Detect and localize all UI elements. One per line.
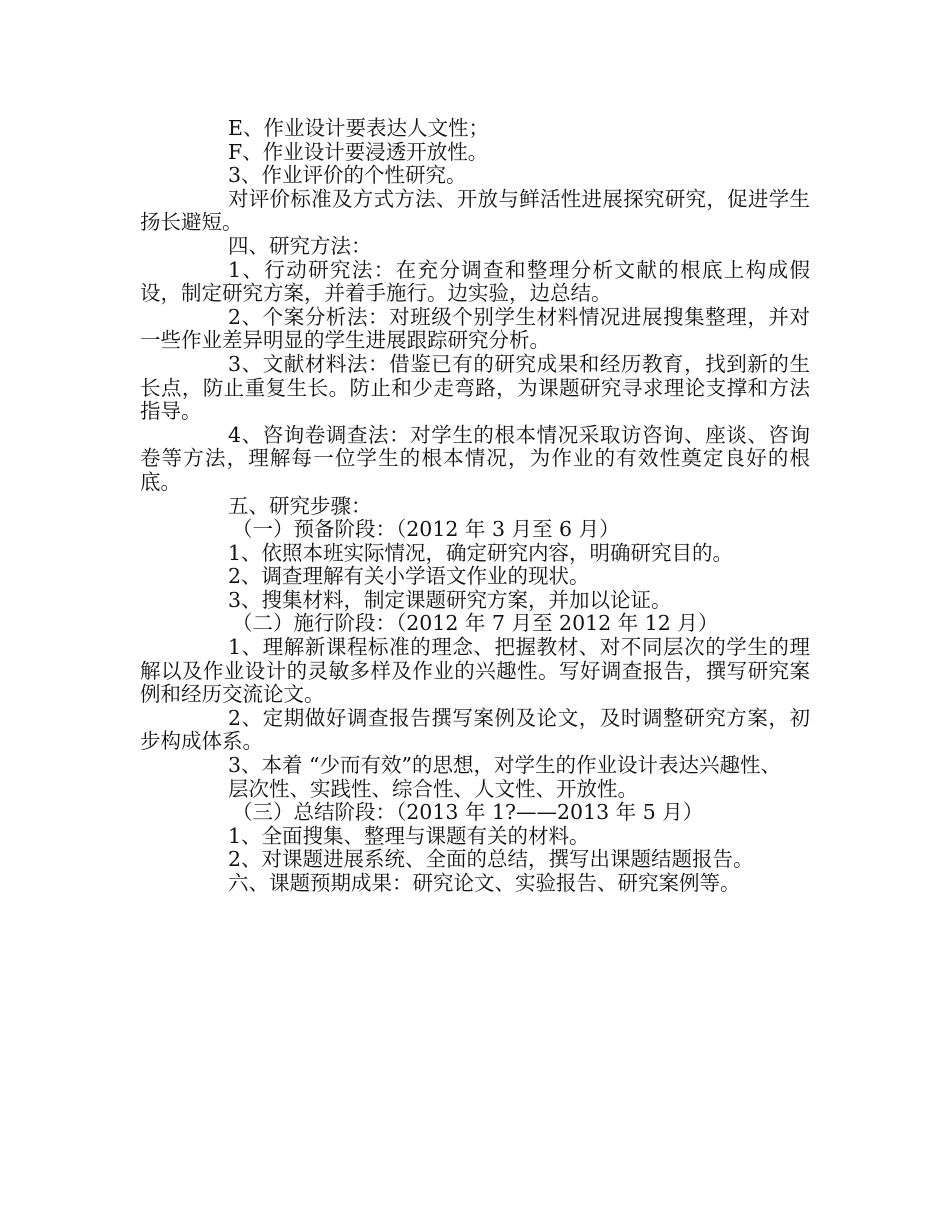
section-heading-steps: 五、研究步骤： bbox=[228, 493, 372, 518]
paragraph-impl-3-continued: 层次性、实践性、综合性、人文性、开放性。 bbox=[228, 776, 638, 801]
paragraph-impl-3: 3、本着 “少而有效”的思想，对学生的作业设计表达兴趣性、 bbox=[228, 753, 782, 778]
paragraph-questionnaire-method: 4、咨询卷调查法：对学生的根本情况采取访咨询、座谈、咨询卷等方法，理解每一位学生的根本情况，为作业的有效性奠定良好的根底。 bbox=[140, 422, 810, 494]
paragraph-prep-3: 3、搜集材料，制定课题研究方案，并加以论证。 bbox=[228, 587, 672, 612]
paragraph-summary-2: 2、对课题进展系统、全面的总结，撰写出课题结题报告。 bbox=[228, 847, 754, 872]
paragraph-f-openness: F、作业设计要浸透开放性。 bbox=[228, 139, 489, 164]
section-heading-expected-results: 六、课题预期成果：研究论文、实验报告、研究案例等。 bbox=[228, 871, 741, 895]
document-body bbox=[140, 117, 810, 896]
paragraph-prep-1: 1、依照本班实际情况，确定研究内容，明确研究目的。 bbox=[228, 540, 734, 565]
paragraph-evaluation-research: 3、作业评价的个性研究。 bbox=[228, 163, 467, 188]
section-heading-methods: 四、研究方法： bbox=[228, 233, 372, 258]
stage-heading-summary: （三）总结阶段：（2013 年 1?——2013 年 5 月） bbox=[232, 800, 704, 825]
paragraph-literature-method: 3、文献材料法：借鉴已有的研究成果和经历教育，找到新的生长点，防止重复生长。防止和少走弯路，为课题研究寻求理论支撑和方法指导。 bbox=[140, 351, 810, 424]
paragraph-impl-1: 1、理解新课程标准的理念、把握教材、对不同层次的学生的理解以及作业设计的灵敏多样及作业的兴趣性。写好调查报告，撰写研究案例和经历交流论文。 bbox=[140, 635, 810, 707]
stage-heading-implementation: （二）施行阶段：（2012 年 7 月至 2012 年 12 月） bbox=[232, 611, 719, 636]
paragraph-summary-1: 1、全面搜集、整理与课题有关的材料。 bbox=[228, 823, 590, 848]
stage-heading-preparation: （一）预备阶段：（2012 年 3 月至 6 月） bbox=[232, 517, 620, 542]
paragraph-evaluation-description: 对评价标准及方式方法、开放与鲜活性进展探究研究，促进学生扬长避短。 bbox=[140, 186, 810, 235]
paragraph-action-research: 1、行动研究法：在充分调查和整理分析文献的根底上构成假设，制定研究方案，并着手施行。边实验，边总结。 bbox=[140, 257, 810, 306]
paragraph-prep-2: 2、调查理解有关小学语文作业的现状。 bbox=[228, 564, 590, 589]
paragraph-impl-2: 2、定期做好调查报告撰写案例及论文，及时调整研究方案，初步构成体系。 bbox=[140, 705, 810, 754]
paragraph-case-analysis: 2、个案分析法：对班级个别学生材料情况进展搜集整理，并对一些作业差异明显的学生进展跟踪研究分析。 bbox=[140, 304, 810, 353]
paragraph-e-humanistic: E、作业设计要表达人文性； bbox=[228, 116, 489, 140]
